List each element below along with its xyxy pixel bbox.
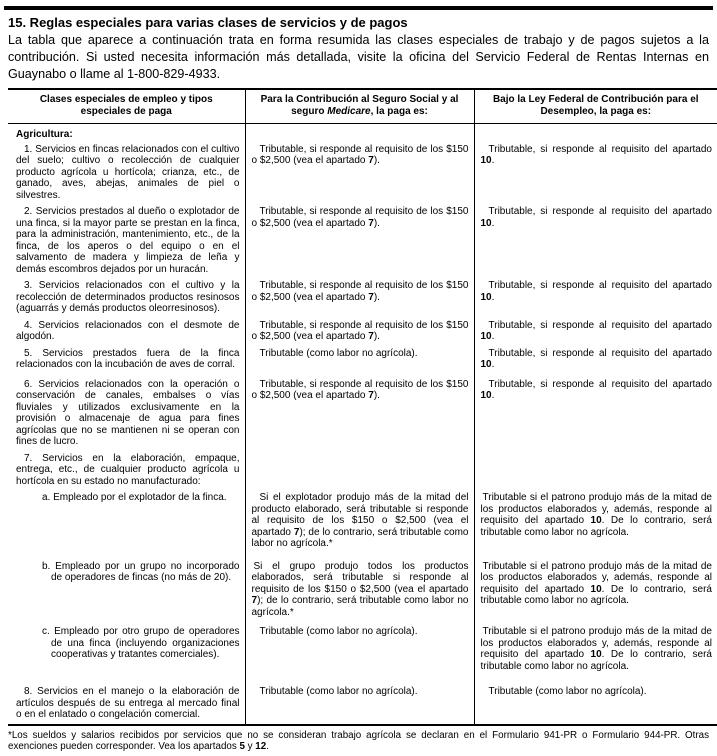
row-6-ss-text: Tributable, si responde al requisito de los $150 o $2,500 (vea el apartado 7). [251, 378, 469, 401]
special-rules-table [8, 88, 717, 726]
row-4-futa-cell [474, 318, 717, 346]
category-ss-cell [245, 124, 474, 142]
intro-paragraph: La tabla que aparece a continuación trata en forma resumida las clases especiales de trabajo y de pagos sujetos a la contribución. Si usted necesita información más detallada, visite la oficina del Servicio Federal de Rentas Internas en Guaynabo o llame al 1-800-829-4933. [8, 33, 709, 81]
row-5-futa-text: Tributable, si responde al requisito del apartado 10. [480, 347, 712, 370]
row-7-futa-cell [474, 451, 717, 491]
row-8-class-cell [8, 681, 245, 725]
row-4-futa-text: Tributable, si responde al requisito del apartado 10. [480, 319, 712, 342]
row-5-class-cell [8, 346, 245, 374]
row-7b-ss-text: Si el grupo produjo todos los productos elaborados, será tributable si responde al requisito de los $150 o $2,500 (vea el apartado 7); de lo contrario, será tributable como labor no agrícola.* [251, 560, 469, 618]
row-7-class-cell [8, 451, 245, 491]
row-7c-futa-text: Tributable si el patrono produjo más de la mitad de los productos elaborados y, además, responde al requisito del apartado 10. De lo contrario, será tributable como labor no agrícola. [480, 626, 712, 672]
row-7-class-text: 7. Servicios en la elaboración, empaque, entrega, etc., de cualquier producto agrícola u hortícola en su estado no manufacturado: [16, 452, 240, 487]
row-1-futa-text: Tributable, si responde al requisito del apartado 10. [480, 143, 712, 166]
row-8-class-text: 8. Servicios en el manejo o la elaboración de artículos después de su entrega al mercado final o en el enlatado o congelación comercial. [16, 686, 240, 720]
row-7a-ss-text: Si el explotador produjo más de la mitad del producto elaborado, será tributable si responde al requisito de los $150 o $2,500 (vea el apartado 7); de lo contrario, será tributable como labor no agrícola.* [251, 492, 469, 549]
row-3-class-text: 3. Servicios relacionados con el cultivo y la recolección de determinados productos resinosos (aguarrás y demás productos oleorresinosos). [16, 280, 240, 314]
row-6-futa-cell [474, 374, 717, 451]
row-1-ss-text: Tributable, si responde al requisito de los $150 o $2,500 (vea el apartado 7). [251, 143, 469, 166]
row-8-ss-text: Tributable (como labor no agrícola). [259, 686, 418, 697]
top-horizontal-rule [4, 6, 713, 10]
row-7b-ss-cell [245, 559, 474, 622]
row-1-futa-cell [474, 142, 717, 205]
row-2-class-cell [8, 204, 245, 278]
row-7c-ss-text: Tributable (como labor no agrícola). [259, 626, 418, 637]
header-employment-classes: Clases especiales de empleo y tipos especiales de paga [8, 89, 245, 124]
table-row-2 [8, 204, 717, 278]
category-label: Agricultura: [16, 129, 73, 140]
row-7a-futa-cell [474, 490, 717, 559]
row-7a-class-text: a. Empleado por el explotador de la finca. [42, 492, 227, 503]
row-4-ss-cell [245, 318, 474, 346]
row-1-class-text: 1. Servicios en fincas relacionados con el cultivo del suelo; cultivo o recolección de cualquier producto agrícola u hortícola; crianza, etc., de ganado, aves, abejas, animales de piel o silvestres. [16, 143, 240, 201]
row-7c-futa-cell [474, 621, 717, 681]
row-4-class-text: 4. Servicios relacionados con el desmote de algodón. [16, 319, 240, 342]
table-row-7b [8, 559, 717, 622]
row-3-ss-text: Tributable, si responde al requisito de los $150 o $2,500 (vea el apartado 7). [251, 280, 469, 303]
row-6-class-cell [8, 374, 245, 451]
table-row-6 [8, 374, 717, 451]
table-row-5 [8, 346, 717, 374]
row-1-class-cell [8, 142, 245, 205]
row-7c-class-cell [8, 621, 245, 681]
table-header-row [8, 89, 717, 124]
row-5-class-text: 5. Servicios prestados fuera de la finca relacionados con la incubación de aves de corral. [16, 347, 240, 370]
row-8-ss-cell [245, 681, 474, 725]
category-row [8, 124, 717, 142]
row-4-class-cell [8, 318, 245, 346]
table-row-8 [8, 681, 717, 725]
table-row-4 [8, 318, 717, 346]
row-3-futa-cell [474, 278, 717, 318]
section-title: 15. Reglas especiales para varias clases de servicios y de pagos [8, 15, 408, 30]
row-6-futa-text: Tributable, si responde al requisito del apartado 10. [480, 378, 712, 401]
row-1-ss-cell [245, 142, 474, 205]
row-7-ss-cell [245, 451, 474, 491]
row-7a-futa-text: Tributable si el patrono produjo más de la mitad de los productos elaborados y, además, responde al requisito del apartado 10. De lo contrario, será tributable como labor no agrícola. [480, 492, 712, 538]
row-6-class-text: 6. Servicios relacionados con la operación o conservación de canales, embalses o vías fluviales y utilizados exclusivamente en la provisión o almacenaje de agua para fines agrícolas que no se mantienen ni se operan con fines de lucro. [16, 378, 240, 447]
row-8-futa-cell [474, 681, 717, 725]
row-7c-ss-cell [245, 621, 474, 681]
row-4-ss-text: Tributable, si responde al requisito de los $150 o $2,500 (vea el apartado 7). [251, 319, 469, 342]
row-7a-class-cell [8, 490, 245, 559]
row-5-ss-text: Tributable (como labor no agrícola). [259, 347, 418, 359]
table-row-7 [8, 451, 717, 491]
footnote: *Los sueldos y salarios recibidos por servicios que no se consideran trabajo agrícola se declaran en el Formulario 941-PR o Formulario 944-PR. Otras exenciones pueden corresponder. Vea los apartados 5 y 12. [8, 729, 709, 752]
row-7c-class-text: c. Empleado por otro grupo de operadores de una finca (incluyendo organizaciones cooperativas y tratantes comerciales). [42, 626, 240, 660]
row-2-ss-text: Tributable, si responde al requisito de los $150 o $2,500 (vea el apartado 7). [251, 206, 469, 229]
row-3-ss-cell [245, 278, 474, 318]
row-8-futa-text: Tributable (como labor no agrícola). [488, 686, 647, 697]
document-page [0, 6, 717, 753]
table-row-1 [8, 142, 717, 205]
row-7b-futa-text: Tributable si el patrono produjo más de la mitad de los productos elaborados y, además, responde al requisito del apartado 10. De lo contrario, será tributable como labor no agrícola. [480, 560, 712, 606]
category-futa-cell [474, 124, 717, 142]
table-row-7a [8, 490, 717, 559]
row-2-futa-text: Tributable, si responde al requisito del apartado 10. [480, 206, 712, 229]
row-2-futa-cell [474, 204, 717, 278]
row-7b-class-text: b. Empleado por un grupo no incorporado de operadores de fincas (no más de 20). [42, 560, 240, 583]
row-7b-class-cell [8, 559, 245, 622]
row-7b-futa-cell [474, 559, 717, 622]
row-6-ss-cell [245, 374, 474, 451]
row-5-futa-cell [474, 346, 717, 374]
row-2-ss-cell [245, 204, 474, 278]
row-3-futa-text: Tributable, si responde al requisito del apartado 10. [480, 280, 712, 303]
row-7a-ss-cell [245, 490, 474, 559]
row-3-class-cell [8, 278, 245, 318]
row-5-ss-cell [245, 346, 474, 374]
row-2-class-text: 2. Servicios prestados al dueño o explotador de una finca, si la mayor parte se prestan en la finca, para la administración, mantenimiento, etc., de la finca, de los aperos o del equipo o en el salvamento de madera y limpieza de leña y demás escombros dejados por un huracán. [16, 206, 240, 275]
table-row-7c [8, 621, 717, 681]
table-row-3 [8, 278, 717, 318]
header-futa: Bajo la Ley Federal de Contribución para el Desempleo, la paga es: [474, 89, 717, 124]
header-social-security-medicare: Para la Contribución al Seguro Social y al seguro Medicare, la paga es: [245, 89, 474, 124]
